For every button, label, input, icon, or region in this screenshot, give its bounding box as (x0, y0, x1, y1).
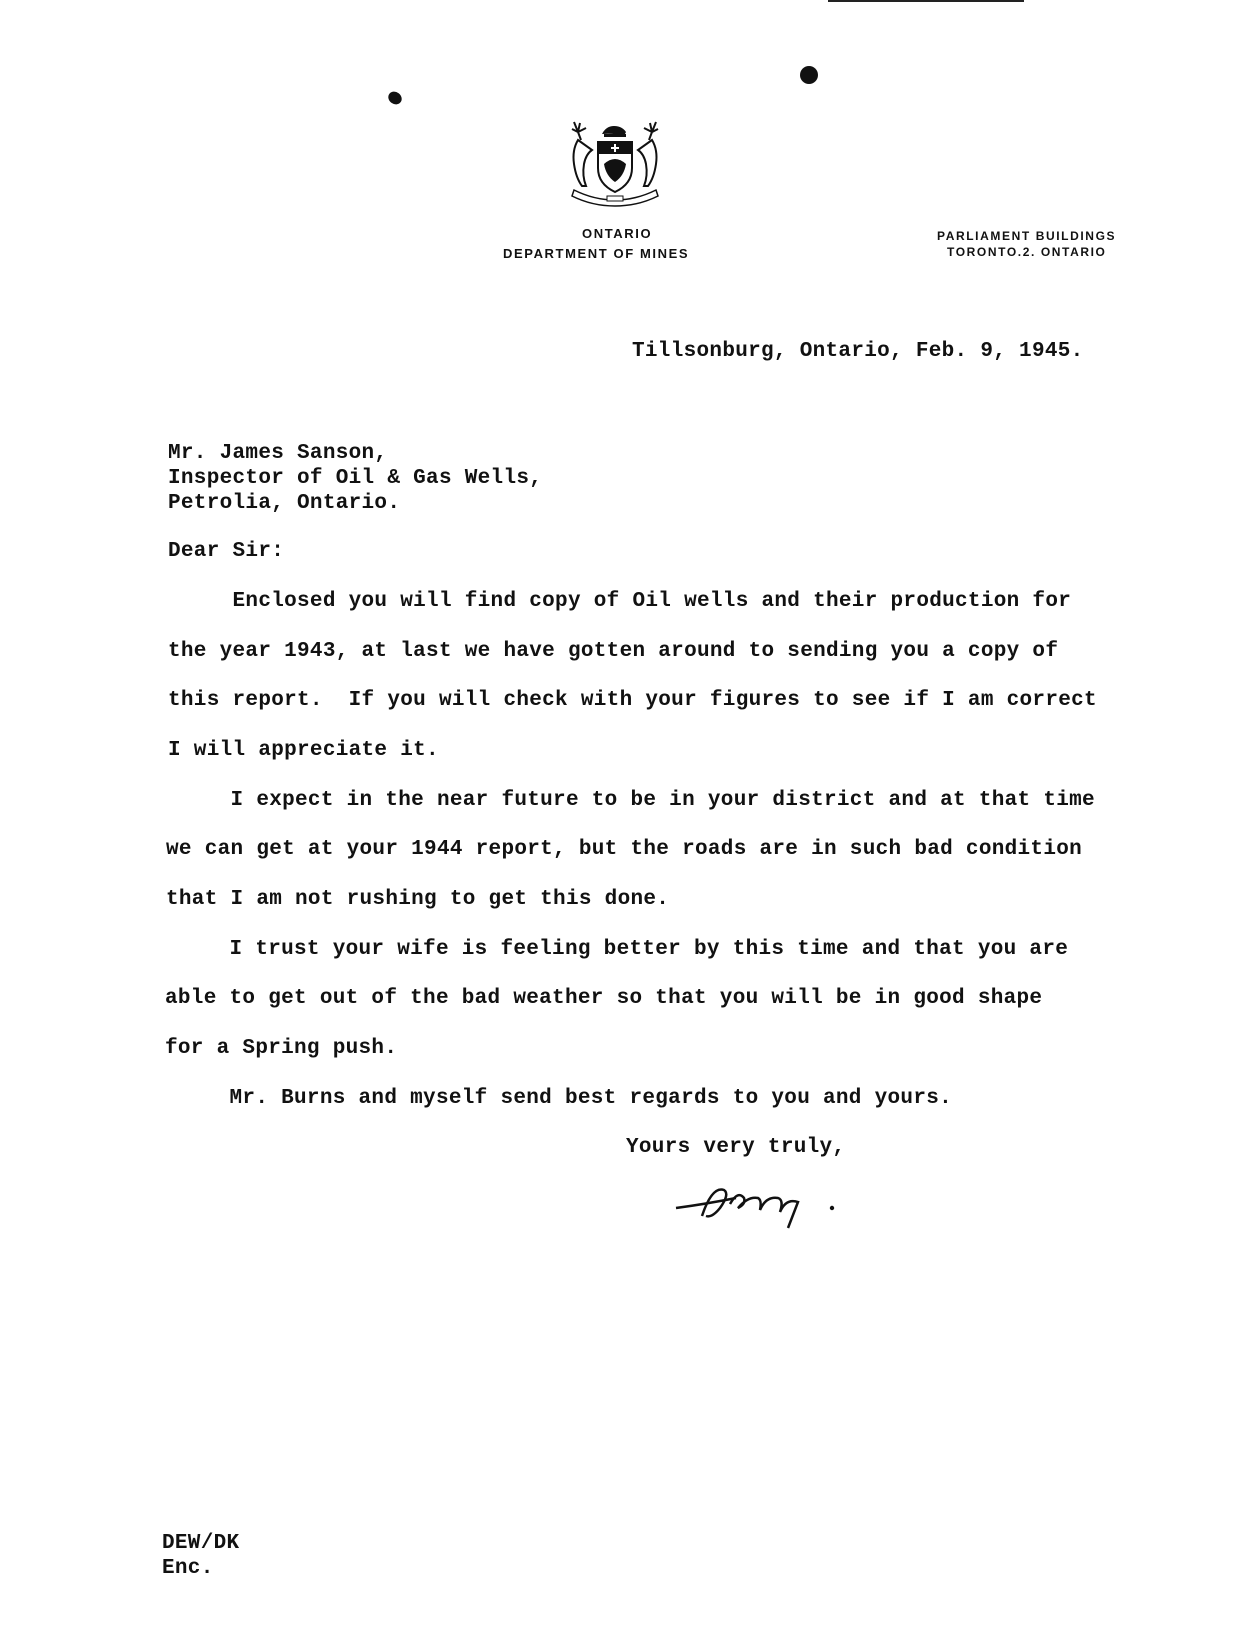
body-line: I trust your wife is feeling better by this time and that you are (165, 938, 1069, 961)
body-line: I expect in the near future to be in your district and at that time (166, 789, 1095, 812)
letterhead-province: ONTARIO (582, 226, 653, 241)
ink-spot-left (386, 89, 404, 107)
closing: Yours very truly, (626, 1136, 846, 1159)
salutation: Dear Sir: (168, 540, 285, 563)
recipient-name: Mr. James Sanson, (168, 442, 388, 465)
recipient-title: Inspector of Oil & Gas Wells, (168, 467, 543, 490)
body-line: for a Spring push. (165, 1037, 398, 1060)
body-line: Mr. Burns and myself send best regards to you and yours. (165, 1087, 953, 1110)
body-line: I will appreciate it. (168, 739, 439, 762)
body-line: we can get at your 1944 report, but the roads are in such bad condition (166, 838, 1083, 861)
signature-icon (672, 1172, 842, 1232)
body-line: that I am not rushing to get this done. (166, 888, 670, 911)
typist-initials: DEW/DK (162, 1532, 240, 1555)
letterhead-department: DEPARTMENT OF MINES (503, 246, 690, 261)
letterhead-address-line1: PARLIAMENT BUILDINGS (937, 229, 1117, 243)
body-line: Enclosed you will find copy of Oil wells and their production for (168, 590, 1072, 613)
top-edge-rule (828, 0, 1024, 2)
ink-spot-right (800, 66, 818, 84)
recipient-location: Petrolia, Ontario. (168, 492, 401, 515)
body-line: this report. If you will check with your figures to see if I am correct (168, 689, 1097, 712)
date-line: Tillsonburg, Ontario, Feb. 9, 1945. (632, 340, 1084, 363)
coat-of-arms-icon (560, 118, 670, 208)
letterhead-address-line2: TORONTO.2. ONTARIO (947, 245, 1107, 259)
body-line: able to get out of the bad weather so that you will be in good shape (165, 987, 1043, 1010)
body-line: the year 1943, at last we have gotten around to sending you a copy of (168, 640, 1059, 663)
enclosure-note: Enc. (162, 1557, 214, 1580)
